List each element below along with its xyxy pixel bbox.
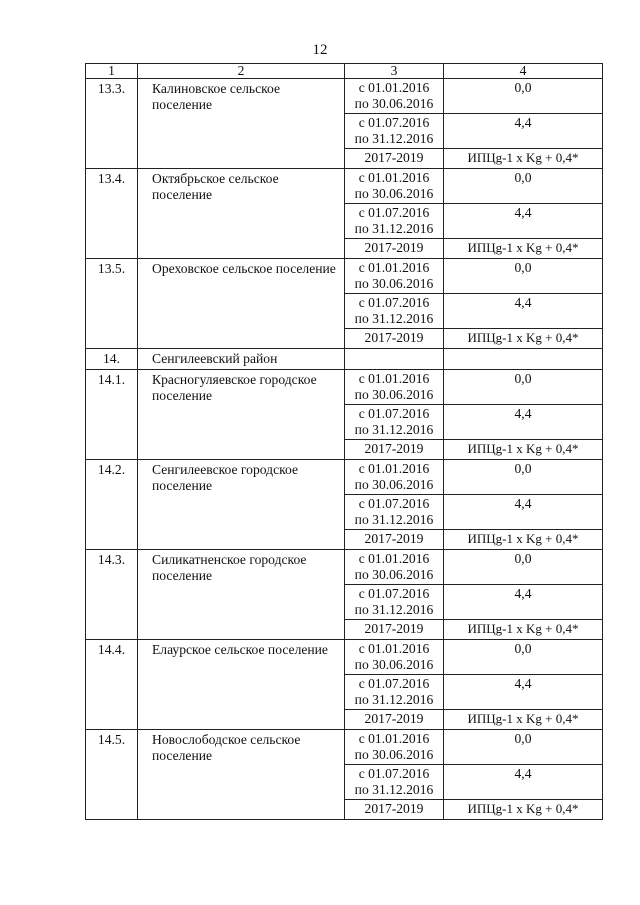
- period-cell: [345, 640, 444, 675]
- period-end: по 30.06.2016: [354, 567, 434, 582]
- rate-value: 0,0: [444, 259, 603, 294]
- entry-number: 13.4.: [86, 169, 138, 259]
- entry-number: 13.5.: [86, 259, 138, 349]
- entry-number: 14.5.: [86, 730, 138, 820]
- section-number: 14.: [86, 349, 138, 370]
- period-start: с 01.07.2016: [358, 205, 430, 220]
- period-end: по 30.06.2016: [354, 477, 434, 492]
- rate-value: 0,0: [444, 460, 603, 495]
- period-cell: [345, 550, 444, 585]
- period-start: с 01.07.2016: [358, 676, 430, 691]
- entry-name: Калиновское сельское поселение: [138, 79, 345, 169]
- entry-name: Ореховское сельское поселение: [138, 259, 345, 349]
- period-end: по 30.06.2016: [354, 387, 434, 402]
- rate-formula: ИПЦg-1 x Kg + 0,4*: [444, 239, 603, 259]
- period-end: по 30.06.2016: [354, 186, 434, 201]
- period-cell: [345, 169, 444, 204]
- entry-number: 14.3.: [86, 550, 138, 640]
- period-cell: [345, 765, 444, 800]
- period-start: с 01.01.2016: [358, 461, 430, 476]
- rate-value: 4,4: [444, 114, 603, 149]
- period-start: с 01.01.2016: [358, 80, 430, 95]
- period-end: по 31.12.2016: [354, 782, 434, 797]
- period-cell: [345, 495, 444, 530]
- period-start: с 01.01.2016: [358, 641, 430, 656]
- rate-value: 0,0: [444, 169, 603, 204]
- rate-value: 0,0: [444, 640, 603, 675]
- section-name: Сенгилеевский район: [138, 349, 345, 370]
- period-cell: [345, 204, 444, 239]
- period-cell: [345, 730, 444, 765]
- period-start: с 01.01.2016: [358, 371, 430, 386]
- column-header-1: 1: [86, 64, 138, 79]
- entry-name: Октябрьское сельское поселение: [138, 169, 345, 259]
- tariff-table-body: [86, 64, 603, 820]
- period-end: по 31.12.2016: [354, 602, 434, 617]
- period-cell: [345, 405, 444, 440]
- period-end: по 31.12.2016: [354, 512, 434, 527]
- entry-number: 14.4.: [86, 640, 138, 730]
- rate-value: 4,4: [444, 765, 603, 800]
- period-end: по 31.12.2016: [354, 221, 434, 236]
- period-end: по 31.12.2016: [354, 692, 434, 707]
- rate-formula: ИПЦg-1 x Kg + 0,4*: [444, 620, 603, 640]
- column-header-2: 2: [138, 64, 345, 79]
- years-range: 2017-2019: [345, 800, 444, 820]
- rate-formula: ИПЦg-1 x Kg + 0,4*: [444, 329, 603, 349]
- years-range: 2017-2019: [345, 710, 444, 730]
- period-start: с 01.07.2016: [358, 115, 430, 130]
- period-start: с 01.07.2016: [358, 406, 430, 421]
- period-start: с 01.01.2016: [358, 260, 430, 275]
- entry-number: 13.3.: [86, 79, 138, 169]
- period-cell: [345, 675, 444, 710]
- entry-name: Красногуляевское городское поселение: [138, 370, 345, 460]
- section-empty-cell: [444, 349, 603, 370]
- entry-number: 14.1.: [86, 370, 138, 460]
- column-header-3: 3: [345, 64, 444, 79]
- rate-value: 0,0: [444, 730, 603, 765]
- entry-name: Елаурское сельское поселение: [138, 640, 345, 730]
- table-row: [86, 730, 603, 765]
- table-row: [86, 460, 603, 495]
- years-range: 2017-2019: [345, 239, 444, 259]
- table-row: [86, 169, 603, 204]
- period-start: с 01.07.2016: [358, 496, 430, 511]
- page-number: 12: [312, 42, 328, 58]
- period-end: по 31.12.2016: [354, 422, 434, 437]
- period-cell: [345, 259, 444, 294]
- period-start: с 01.07.2016: [358, 766, 430, 781]
- table-row: [86, 370, 603, 405]
- table-header-row: [86, 64, 603, 79]
- period-cell: [345, 370, 444, 405]
- rate-value: 0,0: [444, 370, 603, 405]
- rate-value: 0,0: [444, 79, 603, 114]
- entry-name: Сенгилеевское городское поселение: [138, 460, 345, 550]
- rate-value: 4,4: [444, 405, 603, 440]
- period-start: с 01.07.2016: [358, 586, 430, 601]
- rate-formula: ИПЦg-1 x Kg + 0,4*: [444, 710, 603, 730]
- rate-value: 4,4: [444, 585, 603, 620]
- tariff-table: [85, 63, 603, 820]
- section-row: [86, 349, 603, 370]
- period-end: по 30.06.2016: [354, 747, 434, 762]
- rate-value: 4,4: [444, 675, 603, 710]
- rate-value: 4,4: [444, 294, 603, 329]
- section-empty-cell: [345, 349, 444, 370]
- rate-formula: ИПЦg-1 x Kg + 0,4*: [444, 440, 603, 460]
- rate-formula: ИПЦg-1 x Kg + 0,4*: [444, 530, 603, 550]
- rate-value: 0,0: [444, 550, 603, 585]
- years-range: 2017-2019: [345, 329, 444, 349]
- years-range: 2017-2019: [345, 530, 444, 550]
- rate-value: 4,4: [444, 495, 603, 530]
- entry-number: 14.2.: [86, 460, 138, 550]
- entry-name: Новослободское сельское поселение: [138, 730, 345, 820]
- period-end: по 31.12.2016: [354, 131, 434, 146]
- years-range: 2017-2019: [345, 620, 444, 640]
- rate-formula: ИПЦg-1 x Kg + 0,4*: [444, 800, 603, 820]
- period-start: с 01.01.2016: [358, 551, 430, 566]
- years-range: 2017-2019: [345, 149, 444, 169]
- period-cell: [345, 585, 444, 620]
- rate-value: 4,4: [444, 204, 603, 239]
- period-start: с 01.01.2016: [358, 170, 430, 185]
- table-row: [86, 550, 603, 585]
- period-cell: [345, 79, 444, 114]
- table-row: [86, 640, 603, 675]
- period-cell: [345, 114, 444, 149]
- rate-formula: ИПЦg-1 x Kg + 0,4*: [444, 149, 603, 169]
- period-end: по 30.06.2016: [354, 276, 434, 291]
- table-row: [86, 259, 603, 294]
- period-start: с 01.01.2016: [358, 731, 430, 746]
- period-start: с 01.07.2016: [358, 295, 430, 310]
- period-end: по 30.06.2016: [354, 657, 434, 672]
- table-row: [86, 79, 603, 114]
- column-header-4: 4: [444, 64, 603, 79]
- period-cell: [345, 460, 444, 495]
- period-end: по 30.06.2016: [354, 96, 434, 111]
- period-cell: [345, 294, 444, 329]
- period-end: по 31.12.2016: [354, 311, 434, 326]
- years-range: 2017-2019: [345, 440, 444, 460]
- entry-name: Силикатненское городское поселение: [138, 550, 345, 640]
